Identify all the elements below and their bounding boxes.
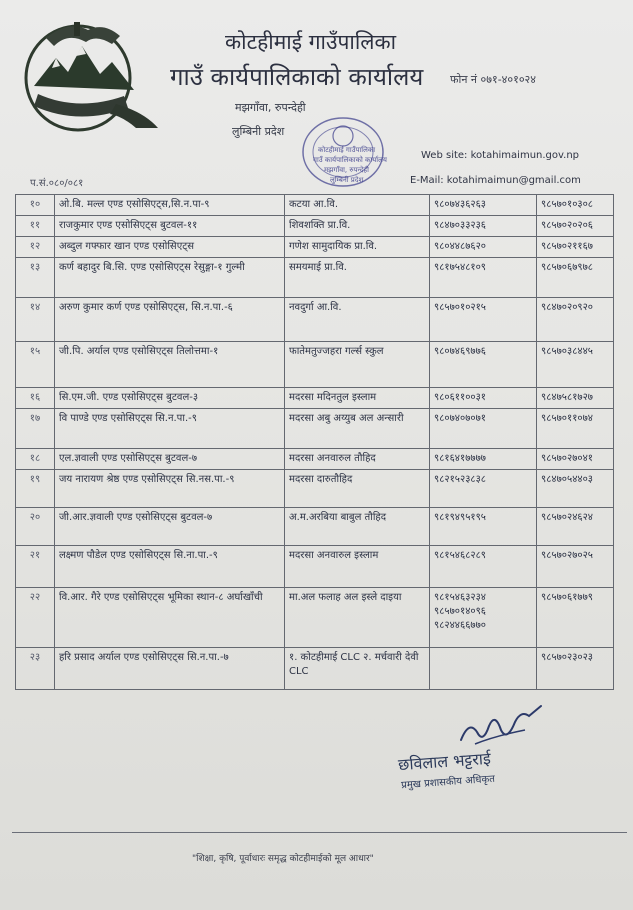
agent-name: जी.पि. अर्याल एण्ड एसोसिएट्स तिलोत्तमा-१ <box>55 342 285 388</box>
phone-1: ९८२१५२३८३८ <box>430 470 537 508</box>
agent-name: सि.एम.जी. एण्ड एसोसिएट्स बुटवल-३ <box>55 388 285 409</box>
phone-1: ९८०७४६९७७६ <box>430 342 537 388</box>
row-number: २० <box>16 508 55 546</box>
table-row <box>16 648 614 690</box>
stamp-line-1: कोटहीमाई गाउँपालिका <box>318 146 376 154</box>
table-row <box>16 216 614 237</box>
agent-name: ओ.बि. मल्ल एण्ड एसोसिएट्स,सि.न.पा-९ <box>55 195 285 216</box>
phone-1: ९८१५४६८२८९ <box>430 546 537 588</box>
phone-1: ९८०७४३६२६३ <box>430 195 537 216</box>
school-name: कटया आ.वि. <box>285 195 430 216</box>
footer-slogan: "शिक्षा, कृषि, पूर्वाधारः समृद्ध कोटहीमाईको मूल आधार" <box>192 854 374 864</box>
agent-name: लक्ष्मण पौडेल एण्ड एसोसिएट्स सि.ना.पा.-९ <box>55 546 285 588</box>
phone-2: ९८५७०११०७४ <box>537 409 614 449</box>
agent-name: जी.आर.ज्ञवाली एण्ड एसोसिएट्स बुटवल-७ <box>55 508 285 546</box>
phone-2: ९८५७०६१७७९ <box>537 588 614 648</box>
agent-name: हरि प्रसाद अर्याल एण्ड एसोसिएट्स सि.न.पा.-७ <box>55 648 285 690</box>
row-number: १४ <box>16 298 55 342</box>
phone-2: ९८५७०२७०२५ <box>537 546 614 588</box>
phone-2: ९८५७०२११६७ <box>537 237 614 258</box>
table-row <box>16 470 614 508</box>
agent-name: अब्दुल गफ्फार खान एण्ड एसोसिएट्स <box>55 237 285 258</box>
school-name: अ.म.अरबिया बाबुल तौहिद <box>285 508 430 546</box>
phone-1: ९८१७५४८१०९ <box>430 258 537 298</box>
school-name: मा.अल फलाह अल इस्ले दाइया <box>285 588 430 648</box>
phone-2: ९८५७०२४६२४ <box>537 508 614 546</box>
signatory-name: छविलाल भट्टराई <box>397 748 492 775</box>
table-row <box>16 388 614 409</box>
office-province: लुम्बिनी प्रदेश <box>232 125 285 138</box>
table-row <box>16 588 614 648</box>
school-name: फातेमतुज्जहरा गर्ल्स स्कुल <box>285 342 430 388</box>
phone-1: ९८१६४१७७७७ <box>430 449 537 470</box>
agent-school-table <box>15 194 614 690</box>
agent-name: वि पाण्डे एण्ड एसोसिएट्स सि.न.पा.-९ <box>55 409 285 449</box>
phone-2: ९८४७५८१७२७ <box>537 388 614 409</box>
table-row <box>16 449 614 470</box>
email-address: E-Mail: kotahimaimun@gmail.com <box>410 175 581 186</box>
stamp-line-3: मझगाँवा, रुपन्देही <box>324 166 369 174</box>
table-row <box>16 508 614 546</box>
row-number: १७ <box>16 409 55 449</box>
footer-divider <box>12 832 627 833</box>
table-row <box>16 195 614 216</box>
phone-1: ९८०७४०७०७१ <box>430 409 537 449</box>
phone-2: ९८५७०१०३०८ <box>537 195 614 216</box>
agent-name: वि.आर. गैरे एण्ड एसोसिएट्स भूमिका स्थान-८ अर्घाखाँची <box>55 588 285 648</box>
school-name: मदरसा मदिनतुल इस्लाम <box>285 388 430 409</box>
school-name: समयमाई प्रा.वि. <box>285 258 430 298</box>
phone-2: ९८५७०३८४४५ <box>537 342 614 388</box>
table-row <box>16 298 614 342</box>
table-row <box>16 546 614 588</box>
government-emblem <box>16 16 166 134</box>
phone-1-c: ९८२४४६६७७० <box>434 620 486 631</box>
phone-1: ९८४७०३३२३६ <box>430 216 537 237</box>
row-number: ११ <box>16 216 55 237</box>
school-name: नवदुर्गा आ.वि. <box>285 298 430 342</box>
phone-1 <box>430 588 537 648</box>
table-row <box>16 409 614 449</box>
agent-name: अरुण कुमार कर्ण एण्ड एसोसिएट्स, सि.न.पा.-६ <box>55 298 285 342</box>
phone-1 <box>430 648 537 690</box>
agent-name: जय नारायण श्रेष्ठ एण्ड एसोसिएट्स सि.नस.पा.-९ <box>55 470 285 508</box>
phone-2: ९८४७०५४४०३ <box>537 470 614 508</box>
school-name: मदरसा अनवारुल इस्लाम <box>285 546 430 588</box>
row-number: २१ <box>16 546 55 588</box>
phone-2: ९८४७०२०९२० <box>537 298 614 342</box>
row-number: १२ <box>16 237 55 258</box>
website: Web site: kotahimaimun.gov.np <box>421 150 580 161</box>
row-number: १९ <box>16 470 55 508</box>
phone-2: ९८५७०२०२०६ <box>537 216 614 237</box>
agent-name: कर्ण बहादुर बि.सि. एण्ड एसोसिएट्स रेसुङ्गा-१ गुल्मी <box>55 258 285 298</box>
school-name: १. कोटहीमाई CLC २. मर्चवारी देवी CLC <box>285 648 430 690</box>
agent-name: राजकुमार एण्ड एसोसिएट्स बुटवल-११ <box>55 216 285 237</box>
office-address: मझगाँवा, रुपन्देही <box>235 101 306 114</box>
phone-1: ९८५७०१०२१५ <box>430 298 537 342</box>
phone-2: ९८५७०२३०२३ <box>537 648 614 690</box>
row-number: १० <box>16 195 55 216</box>
signatory-title: प्रमुख प्रशासकीय अधिकृत <box>400 773 496 792</box>
row-number: १५ <box>16 342 55 388</box>
phone-1-a: ९८१५४६३२३४ <box>434 592 486 603</box>
handwritten-signature <box>455 700 545 750</box>
phone-2: ९८५७०६७९७८ <box>537 258 614 298</box>
agent-name: एल.ज्ञवाली एण्ड एसोसिएट्स बुटवल-७ <box>55 449 285 470</box>
school-name: मदरसा दारुतौहिद <box>285 470 430 508</box>
phone-1: ९८१९४९५१९५ <box>430 508 537 546</box>
row-number: २३ <box>16 648 55 690</box>
phone-2: ९८५७०२७०४१ <box>537 449 614 470</box>
phone-1-b: ९८५७०१४०९६ <box>434 606 486 617</box>
stamp-line-4: लुम्बिनी प्रदेश <box>330 176 364 184</box>
stamp-line-2: गाउँ कार्यपालिकाको कार्यालय <box>313 156 387 164</box>
phone-1: ९८०४४८७६२० <box>430 237 537 258</box>
office-phone: फोन नं ०७१-४०१०२४ <box>450 73 536 86</box>
table-row <box>16 342 614 388</box>
row-number: १८ <box>16 449 55 470</box>
table-row <box>16 258 614 298</box>
school-name: मदरसा अनवारुल तौहिद <box>285 449 430 470</box>
row-number: २२ <box>16 588 55 648</box>
row-number: १३ <box>16 258 55 298</box>
school-name: गणेश सामुदायिक प्रा.वि. <box>285 237 430 258</box>
row-number: १६ <box>16 388 55 409</box>
office-name: कोटहीमाई गाउँपालिका <box>225 30 397 54</box>
school-name: शिवशक्ति प्रा.वि. <box>285 216 430 237</box>
reference-number: प.सं.०८०/०८१ <box>30 178 84 189</box>
school-name: मदरसा अबु अय्युब अल अन्सारी <box>285 409 430 449</box>
table-row <box>16 237 614 258</box>
phone-1: ९८०६११००३१ <box>430 388 537 409</box>
office-subtitle: गाउँ कार्यपालिकाको कार्यालय <box>170 63 424 91</box>
